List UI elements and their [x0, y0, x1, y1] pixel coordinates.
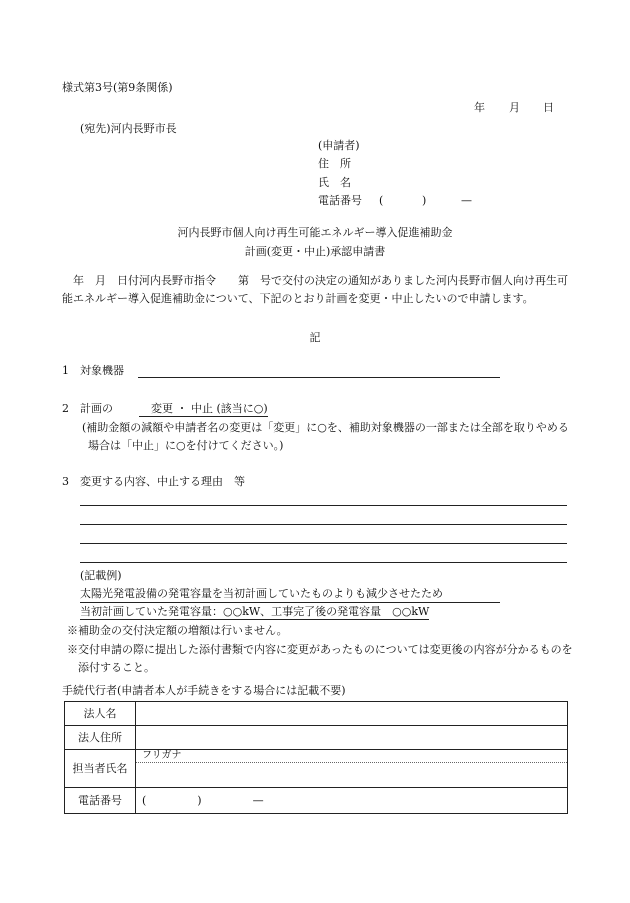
item2-label: 2 計画の [62, 402, 113, 415]
example-line2 [80, 605, 429, 619]
example-line2-text: 当初計画していた発電容量：○○kW、工事完了後の発電容量 ○○kW [80, 605, 430, 618]
agent-heading: 手続代行者(申請者本人が手続きをする場合には記載不要) [62, 684, 346, 697]
ki-mark: 記 [309, 331, 321, 344]
agent-row-corp-address [65, 726, 568, 750]
note-2: ※交付申請の際に提出した添付書類で内容に変更があったものについては変更後の内容が分かるものを添付すること。 [67, 643, 573, 674]
agent-table [64, 701, 568, 814]
applicant-phone-open: ( [379, 194, 384, 207]
applicant-address-label: 住 所 [318, 157, 351, 170]
agent-phone-field[interactable] [136, 788, 568, 814]
item1-underline[interactable] [138, 377, 500, 378]
item2-choice[interactable] [139, 402, 268, 416]
agent-row-corp-name [65, 702, 568, 726]
agent-furigana-label: フリガナ [136, 750, 567, 763]
title-line2: 計画(変更・中止)承認申請書 [244, 245, 386, 258]
addressee: (宛先)河内長野市長 [80, 122, 177, 135]
agent-row-phone [65, 788, 568, 814]
agent-corp-name-label: 法人名 [65, 702, 136, 726]
agent-corp-address-label: 法人住所 [65, 726, 136, 750]
agent-phone-dash: — [252, 793, 264, 807]
item3-line-4[interactable] [80, 562, 567, 563]
applicant-phone-close: ) [422, 194, 427, 207]
note-1: ※補助金の交付決定額の増額は行いません。 [67, 624, 288, 637]
body-paragraph: 年 月 日付河内長野市指令 第 号で交付の決定の通知がありました河内長野市個人向け再生可能エネルギー導入促進補助金について、下記のとおり計画を変更・中止したいので申請します。 [62, 274, 568, 305]
date-year-label: 年 [474, 101, 485, 114]
date-day-label: 日 [543, 101, 554, 114]
date-month-label: 月 [509, 101, 520, 114]
item2-choice-text: 変更 ・ 中止 (該当に○) [139, 402, 268, 417]
agent-corp-name-field[interactable] [136, 702, 568, 726]
applicant-phone-dash: — [461, 194, 472, 207]
agent-phone-label: 電話番号 [65, 788, 136, 814]
item3-line-3[interactable] [80, 543, 567, 544]
agent-person-field[interactable] [136, 750, 568, 788]
item3-line-1[interactable] [80, 505, 567, 506]
applicant-heading: (申請者) [318, 139, 360, 152]
agent-corp-address-field[interactable] [136, 726, 568, 750]
form-number: 様式第3号(第9条関係) [62, 81, 173, 94]
item3-label: 3 変更する内容、中止する理由 等 [62, 475, 245, 488]
title-line1: 河内長野市個人向け再生可能エネルギー導入促進補助金 [177, 226, 453, 239]
item3-line-2[interactable] [80, 524, 567, 525]
agent-phone-open: ( [142, 793, 147, 807]
agent-row-person [65, 750, 568, 788]
applicant-phone-label: 電話番号 [318, 194, 362, 207]
agent-person-label: 担当者氏名 [65, 750, 136, 788]
example-line1-text: 太陽光発電設備の発電容量を当初計画していたものよりも減少させたため [80, 587, 500, 603]
applicant-name-label: 氏 名 [318, 176, 351, 189]
example-line1 [80, 587, 500, 603]
agent-phone-close: ) [197, 793, 202, 807]
example-heading: (記載例) [80, 569, 122, 582]
item2-note: (補助金額の減額や申請者名の変更は「変更」に○を、補助対象機器の一部または全部を取りやめる場合は「中止」に○を付けてください。) [82, 421, 569, 452]
item1-label: 1 対象機器 [62, 364, 124, 377]
